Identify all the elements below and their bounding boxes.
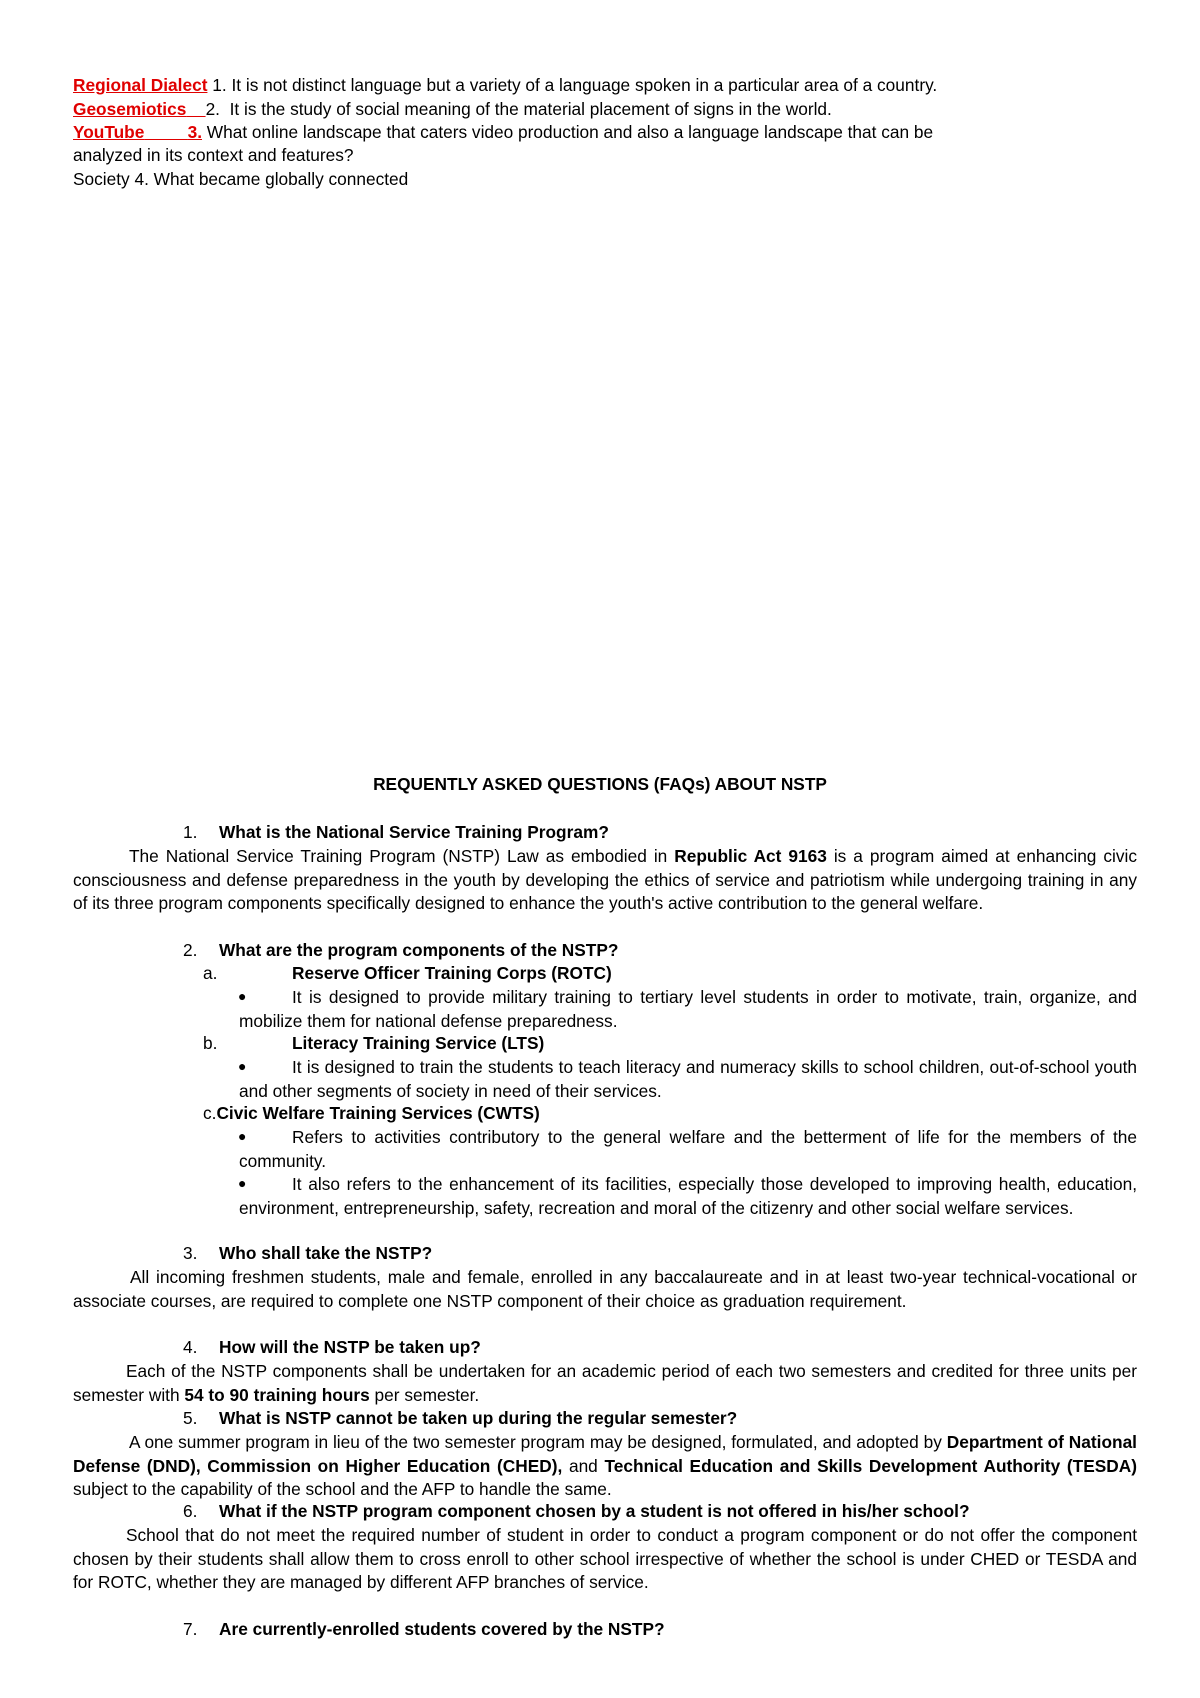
note-line-2 (73, 97, 832, 121)
bullet-icon: ● (238, 1175, 247, 1191)
q3-question: Who shall take the NSTP? (219, 1243, 433, 1263)
q2-item-b-title: Literacy Training Service (LTS) (292, 1033, 545, 1053)
q2-item-c: c.Civic Welfare Training Services (CWTS) (203, 1103, 540, 1123)
note-line-3-cont: analyzed in its context and features? (73, 145, 354, 165)
q1-number: 1. (183, 822, 198, 842)
q1-answer: The National Service Training Program (NSTP) Law as embodied in Republic Act 9163 is a program aimed at enhancing civic consciousness and defense preparedness in the youth by developing the ethics of service and patriotism while undergoing training in any of its three program components specifically designed to enhance the youth's active contribution to the general welfare. (73, 846, 1138, 914)
bullet-icon: ● (238, 1058, 247, 1074)
note-line-3 (73, 120, 933, 144)
q3-answer: All incoming freshmen students, male and female, enrolled in any baccalaureate and in at least two-year technical-vocational or associate courses, are required to complete one NSTP component of their choice as graduation requirement. (73, 1267, 1137, 1311)
q4-answer: Each of the NSTP components shall be undertaken for an academic period of each two semesters and credited for three units per semester with 54 to 90 training hours per semester. (73, 1361, 1137, 1405)
q5-answer: A one summer program in lieu of the two semester program may be designed, formulated, and adopted by Department of National Defense (DND), Commission on Higher Education (CHED), and Technical Education and Skills Development Authority (TESDA) subject to the capability of the school and the AFP to handle the same. (73, 1432, 1137, 1500)
note-term-youtube: YouTube (73, 122, 145, 142)
q5-question: What is NSTP cannot be taken up during the regular semester? (219, 1408, 738, 1428)
note-text-3: What online landscape that caters video production and also a language landscape that can be (202, 122, 934, 142)
q2-number: 2. (183, 940, 198, 960)
note-term-regional-dialect: Regional Dialect (73, 75, 208, 95)
q2-item-a-title: Reserve Officer Training Corps (ROTC) (292, 963, 612, 983)
q4-question: How will the NSTP be taken up? (219, 1337, 481, 1357)
bullet-icon: ● (238, 988, 247, 1004)
q2-item-c-text-2: It also refers to the enhancement of its facilities, especially those developed to improving health, education, environment, entrepreneurship, safety, recreation and moral of the citizenry and other social welfare services. (239, 1174, 1137, 1218)
q3-number: 3. (183, 1243, 198, 1263)
note-text-2: 2. It is the study of social meaning of the material placement of signs in the world. (205, 99, 832, 119)
q6-question: What if the NSTP program component chosen by a student is not offered in his/her school? (219, 1501, 970, 1521)
q4-number: 4. (183, 1337, 198, 1357)
q2-item-b-text: It is designed to train the students to teach literacy and numeracy skills to school children, out-of-school youth and other segments of society in need of their services. (239, 1057, 1137, 1101)
note-line-4: Society 4. What became globally connected (73, 169, 409, 189)
q6-number: 6. (183, 1501, 198, 1521)
q7-number: 7. (183, 1619, 198, 1639)
q2-question: What are the program components of the NSTP? (219, 940, 619, 960)
note-text-1: 1. It is not distinct language but a variety of a language spoken in a particular area of a country. (207, 75, 938, 95)
note-num-3: 3. (187, 122, 202, 142)
q5-number: 5. (183, 1408, 198, 1428)
q2-item-a-letter: a. (203, 963, 218, 983)
q1-question: What is the National Service Training Program? (219, 822, 609, 842)
q6-answer: School that do not meet the required number of student in order to conduct a program component or do not offer the component chosen by their students shall allow them to cross enroll to other school irrespective of whether the school is under CHED or TESDA and for ROTC, whether they are managed by different AFP branches of service. (73, 1525, 1137, 1593)
faq-title: REQUENTLY ASKED QUESTIONS (FAQs) ABOUT NSTP (373, 774, 827, 794)
q2-item-b-letter: b. (203, 1033, 218, 1053)
q7-question: Are currently-enrolled students covered by the NSTP? (219, 1619, 665, 1639)
note-term-geosemiotics: Geosemiotics (73, 99, 187, 119)
note-line-1 (73, 73, 937, 97)
bullet-icon: ● (238, 1128, 247, 1144)
q2-item-a-text: It is designed to provide military training to tertiary level students in order to motivate, train, organize, and mobilize them for national defense preparedness. (239, 987, 1137, 1031)
q2-item-c-text-1: Refers to activities contributory to the general welfare and the betterment of life for the members of the community. (239, 1127, 1137, 1171)
